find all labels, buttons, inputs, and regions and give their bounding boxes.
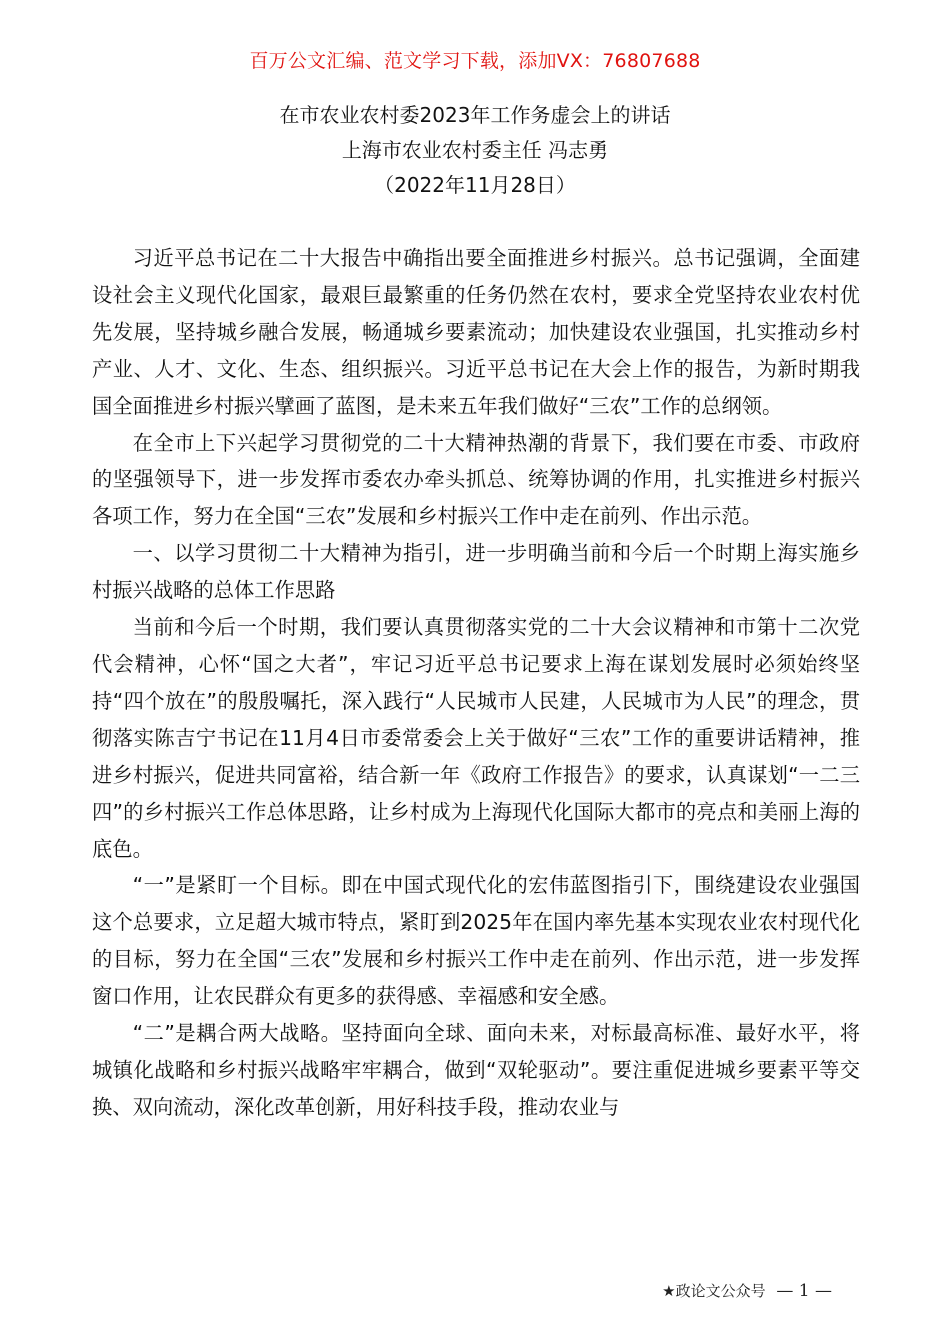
paragraph: 当前和今后一个时期，我们要认真贯彻落实党的二十大会议精神和市第十二次党代会精神，心怀“国之大者”，牢记习近平总书记要求上海在谋划发展时必须始终坚持“四个放在”的殷殷嘱托，深入践行“人民城市人民建，人民城市为人民”的理念，贯彻落实陈吉宁书记在11月4日市委常委会上关于做好“三农”工作的重要讲话精神，推进乡村振兴，促进共同富裕，结合新一年《政府工作报告》的要求，认真谋划“一二三四”的乡村振兴工作总体思路，让乡村成为上海现代化国际大都市的亮点和美丽上海的底色。	[92, 615, 860, 861]
document-date: （2022年11月28日）	[374, 173, 576, 197]
document-title: 在市农业农村委2023年工作务虚会上的讲话	[279, 103, 671, 127]
section-heading: 一、以学习贯彻二十大精神为指引，进一步明确当前和今后一个时期上海实施乡村振兴战略的总体工作思路	[92, 541, 860, 603]
paragraph: “一”是紧盯一个目标。即在中国式现代化的宏伟蓝图指引下，围绕建设农业强国这个总要求，立足超大城市特点，紧盯到2025年在国内率先基本实现农业农村现代化的目标，努力在全国“三农”发展和乡村振兴工作中走在前列、作出示范，进一步发挥窗口作用，让农民群众有更多的获得感、幸福感和安全感。	[92, 873, 860, 1009]
header-ad-text: 百万公文汇编、范文学习下载，添加VX：76807688	[249, 50, 701, 72]
document-body	[92, 240, 860, 1126]
title-block	[0, 98, 950, 203]
paragraph: 在全市上下兴起学习贯彻党的二十大精神热潮的背景下，我们要在市委、市政府的坚强领导下，进一步发挥市委农办牵头抓总、统筹协调的作用，扎实推进乡村振兴各项工作，努力在全国“三农”发展和乡村振兴工作中走在前列、作出示范。	[92, 430, 860, 529]
paragraph: “二”是耦合两大战略。坚持面向全球、面向未来，对标最高标准、最好水平，将城镇化战略和乡村振兴战略牢牢耦合，做到“双轮驱动”。要注重促进城乡要素平等交换、双向流动，深化改革创新，用好科技手段，推动农业与	[92, 1021, 860, 1119]
paragraph: 习近平总书记在二十大报告中确指出要全面推进乡村振兴。总书记强调，全面建设社会主义现代化国家，最艰巨最繁重的任务仍然在农村，要求全党坚持农业农村优先发展，坚持城乡融合发展，畅通城乡要素流动；加快建设农业强国，扎实推动乡村产业、人才、文化、生态、组织振兴。习近平总书记在大会上作的报告，为新时期我国全面推进乡村振兴擘画了蓝图，是未来五年我们做好“三农”工作的总纲领。	[92, 246, 860, 418]
page-number: — 1 —	[776, 1281, 832, 1301]
footer-label: ★政论文公众号	[662, 1282, 766, 1300]
page-footer	[662, 1280, 832, 1301]
document-author: 上海市农业农村委主任 冯志勇	[341, 138, 609, 162]
